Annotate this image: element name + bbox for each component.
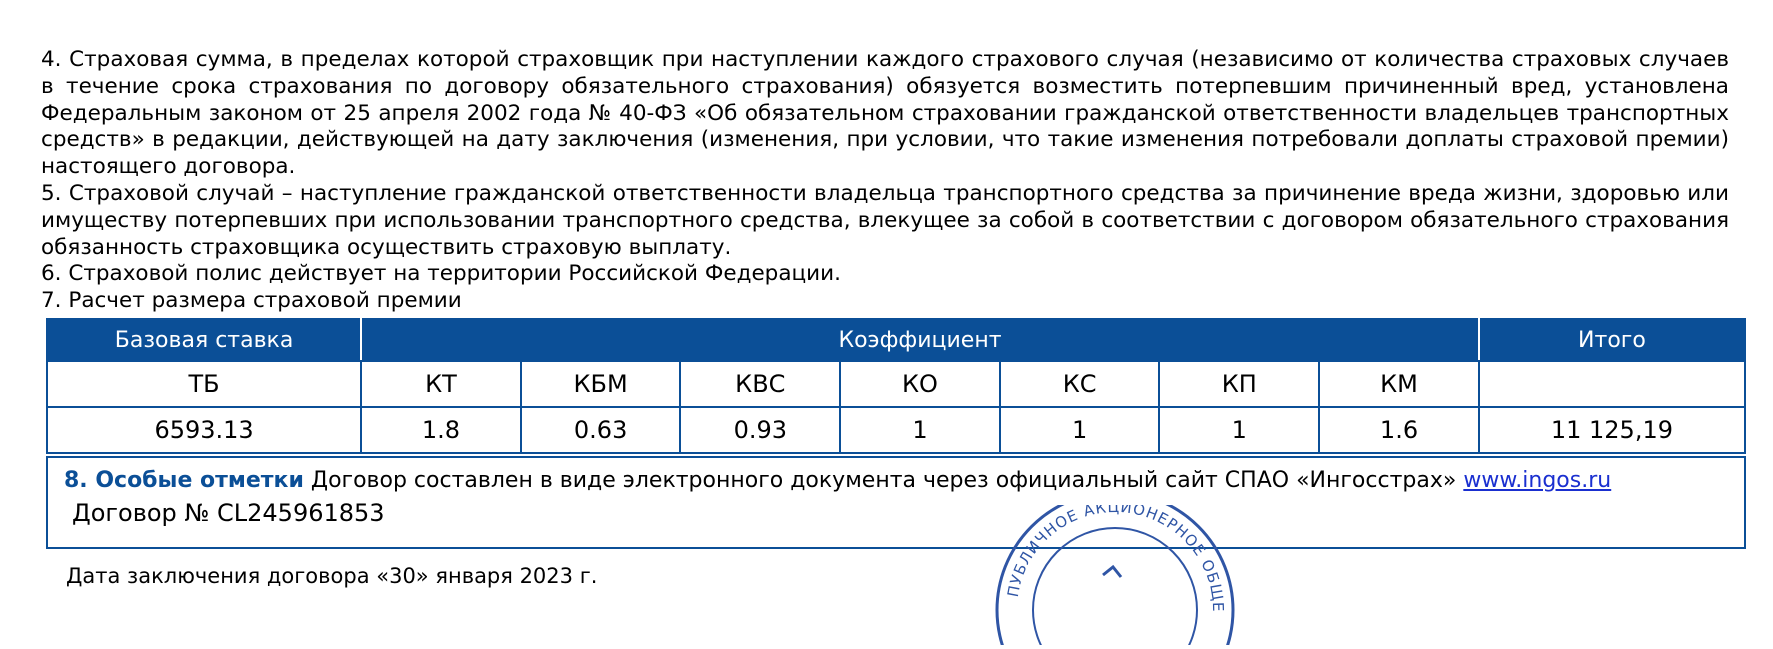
contract-number: Договор № CL245961853 <box>72 499 385 527</box>
special-notes-heading: 8. Особые отметки <box>64 468 304 493</box>
special-notes-box <box>46 456 1746 549</box>
code-kp: КП <box>1159 361 1319 407</box>
paragraph-premium-calculation: 7. Расчет размера страховой премии <box>41 288 462 314</box>
premium-calculation-table <box>46 318 1746 454</box>
header-base-rate: Базовая ставка <box>47 319 361 361</box>
special-notes-text: Договор составлен в виде электронного документа через официальный сайт СПАО «Ингосстрах» <box>303 468 1464 493</box>
contract-date-line: Дата заключения договора «30» января 2023 г. <box>66 564 598 588</box>
code-kvs: КВС <box>680 361 840 407</box>
company-stamp <box>975 505 1255 613</box>
value-kt: 1.8 <box>361 407 521 453</box>
header-coefficient: Коэффициент <box>361 319 1479 361</box>
code-total-empty <box>1479 361 1745 407</box>
special-notes-line <box>64 468 1611 493</box>
header-total: Итого <box>1479 319 1745 361</box>
code-tb: ТБ <box>47 361 361 407</box>
table-row-codes <box>47 361 1745 407</box>
code-ko: КО <box>840 361 1000 407</box>
table-header-row <box>47 319 1745 361</box>
code-ks: КС <box>1000 361 1160 407</box>
value-kbm: 0.63 <box>521 407 681 453</box>
ingos-website-link[interactable]: www.ingos.ru <box>1463 468 1612 493</box>
code-km: КМ <box>1319 361 1479 407</box>
svg-text:ПУБЛИЧНОЕ АКЦИОНЕРНОЕ ОБЩЕСТВО: ПУБЛИЧНОЕ АКЦИОНЕРНОЕ ОБЩЕ <box>1003 505 1228 613</box>
value-km: 1.6 <box>1319 407 1479 453</box>
paragraph-sum-insured: 4. Страховая сумма, в пределах которой страховщик при наступлении каждого страхового случая (независимо от количества страховых случаев в течение срока страхования по договору обязательного страхования) обязуется возместить потерпевшим причиненный вред, установлена Федеральным законом от 25 апреля 2002 года № 40-ФЗ «Об обязательном страховании гражданской ответственности владельцев транспортных средств» в редакции, действующей на дату заключения (изменения, при условии, что такие изменения потребовали доплаты страховой премии) настоящего договора. <box>41 47 1729 180</box>
code-kt: КТ <box>361 361 521 407</box>
value-kp: 1 <box>1159 407 1319 453</box>
terms-paragraphs <box>41 47 1729 315</box>
code-kbm: КБМ <box>521 361 681 407</box>
value-ks: 1 <box>1000 407 1160 453</box>
value-kvs: 0.93 <box>680 407 840 453</box>
table-row-values <box>47 407 1745 453</box>
paragraph-insured-event: 5. Страховой случай – наступление гражданской ответственности владельца транспортного средства за причинение вреда жизни, здоровью или имуществу потерпевших при использовании транспортного средства, влекущее за собой в соответствии с договором обязательного страхования обязанность страховщика осуществить страховую выплату. <box>41 180 1729 260</box>
value-tb: 6593.13 <box>47 407 361 453</box>
stamp-seal-icon <box>975 505 1255 645</box>
paragraph-territory: 6. Страховой полис действует на территории Российской Федерации. <box>41 261 841 287</box>
value-total: 11 125,19 <box>1479 407 1745 453</box>
value-ko: 1 <box>840 407 1000 453</box>
